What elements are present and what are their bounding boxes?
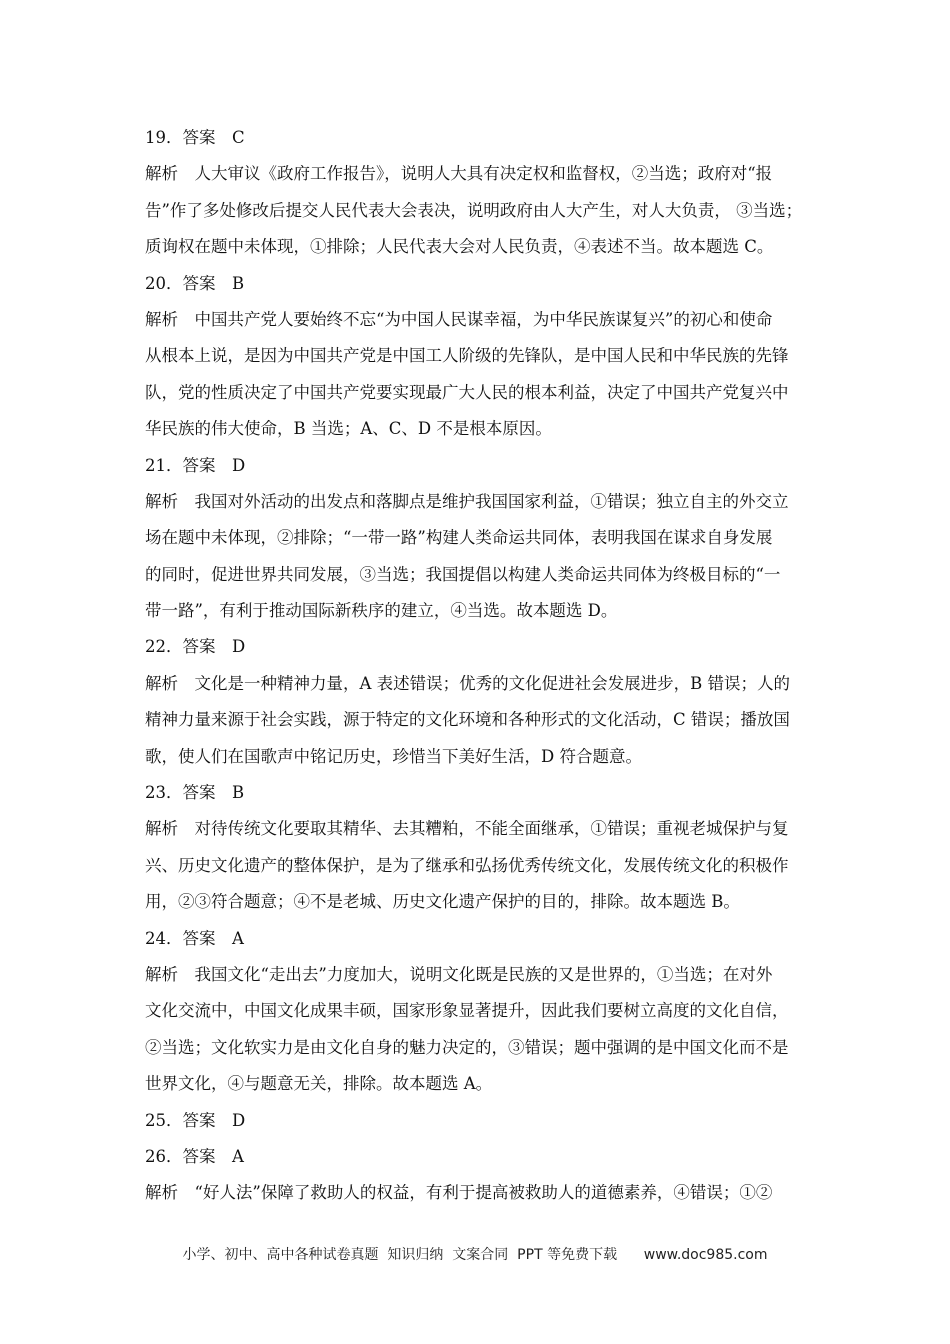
answer-item-23 (145, 775, 810, 921)
answer-item-25 (145, 1103, 810, 1139)
answer-heading: 26．答案 A (145, 1146, 244, 1166)
explanation-line: 的同时，促进世界共同发展，③当选；我国提倡以构建人类命运共同体为终极目标的“一 (145, 564, 781, 584)
explanation-line: 兴、历史文化遗产的整体保护，是为了继承和弘扬优秀传统文化，发展传统文化的积极作 (145, 855, 789, 875)
answer-heading: 25．答案 D (145, 1110, 246, 1130)
explanation-line: 用，②③符合题意；④不是老城、历史文化遗产保护的目的，排除。故本题选 B。 (145, 892, 740, 912)
answer-item-26 (145, 1139, 810, 1212)
answer-heading: 20．答案 B (145, 273, 245, 293)
explanation-line: 精神力量来源于社会实践，源于特定的文化环境和各种形式的文化活动，C 错误；播放国 (145, 710, 790, 730)
document-body (145, 120, 810, 1212)
page-footer: 小学、初中、高中各种试卷真题 知识归纳 文案合同 PPT 等免费下载 www.doc985.com (182, 1247, 768, 1263)
answer-item-22 (145, 629, 810, 775)
answer-item-19 (145, 120, 810, 266)
explanation-line: 解析 人大审议《政府工作报告》，说明人大具有决定权和监督权，②当选；政府对“报 (145, 164, 773, 184)
answer-heading: 21．答案 D (145, 455, 246, 475)
explanation-line: 场在题中未体现，②排除；“一带一路”构建人类命运共同体，表明我国在谋求自身发展 (145, 528, 773, 548)
explanation-line: 质询权在题中未体现，①排除；人民代表大会对人民负责，④表述不当。故本题选 C。 (145, 237, 774, 257)
explanation-line: 世界文化，④与题意无关，排除。故本题选 A。 (145, 1074, 493, 1094)
explanation-line: 解析 “好人法”保障了救助人的权益，有利于提高被救助人的道德素养，④错误；①② (145, 1183, 773, 1203)
answer-heading: 23．答案 B (145, 783, 245, 803)
answer-item-24 (145, 921, 810, 1103)
explanation-line: 队，党的性质决定了中国共产党要实现最广大人民的根本利益，决定了中国共产党复兴中 (145, 382, 789, 402)
answer-heading: 24．答案 A (145, 928, 244, 948)
explanation-line: 歌，使人们在国歌声中铭记历史，珍惜当下美好生活，D 符合题意。 (145, 746, 642, 766)
explanation-line: 从根本上说，是因为中国共产党是中国工人阶级的先锋队，是中国人民和中华民族的先锋 (145, 346, 789, 366)
explanation-line: 解析 中国共产党人要始终不忘“为中国人民谋幸福，为中华民族谋复兴”的初心和使命 (145, 309, 773, 329)
explanation-line: 华民族的伟大使命，B 当选；A、C、D 不是根本原因。 (145, 419, 552, 439)
explanation-line: 解析 我国文化“走出去”力度加大，说明文化既是民族的又是世界的，①当选；在对外 (145, 964, 773, 984)
explanation-line: 文化交流中，中国文化成果丰硕，国家形象显著提升，因此我们要树立高度的文化自信， (145, 1001, 789, 1021)
answer-heading: 22．答案 D (145, 637, 246, 657)
explanation-line: 解析 文化是一种精神力量，A 表述错误；优秀的文化促进社会发展进步，B 错误；人的 (145, 673, 791, 693)
answer-item-20 (145, 266, 810, 448)
explanation-line: 带一路”，有利于推动国际新秩序的建立，④当选。故本题选 D。 (145, 601, 618, 621)
explanation-line: 告”作了多处修改后提交人民代表大会表决，说明政府由人大产生，对人大负责， ③当选； (145, 200, 803, 220)
answer-heading: 19．答案 C (145, 128, 245, 147)
explanation-line: 解析 我国对外活动的出发点和落脚点是维护我国国家利益，①错误；独立自主的外交立 (145, 491, 789, 511)
answer-item-21 (145, 448, 810, 630)
explanation-line: 解析 对待传统文化要取其精华、去其糟粕，不能全面继承，①错误；重视老城保护与复 (145, 819, 789, 839)
explanation-line: ②当选；文化软实力是由文化自身的魅力决定的，③错误；题中强调的是中国文化而不是 (145, 1037, 789, 1057)
